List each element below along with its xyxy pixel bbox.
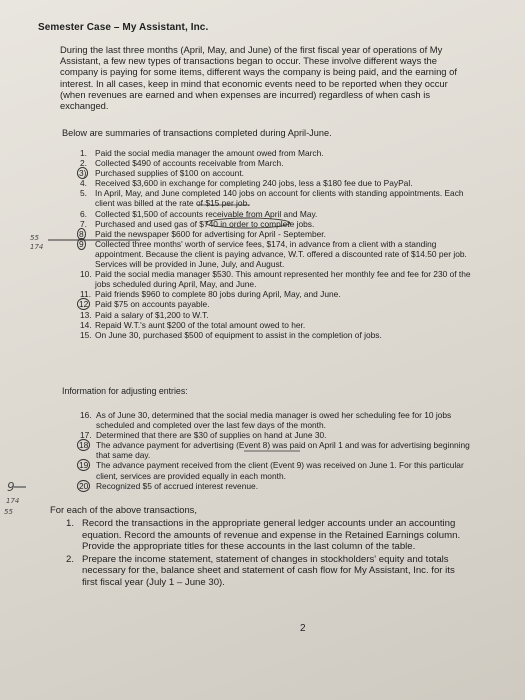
item-text: Repaid W.T.'s aunt $200 of the total amount owed to her. [95,319,306,330]
list-item [80,460,480,480]
adjusting-entries-label: Information for adjusting entries: [62,386,188,396]
item-number: 4. [80,178,87,189]
list-item [80,440,480,460]
item-text: Collected $490 of accounts receivable from March. [95,158,284,169]
adjustment-list [80,410,480,491]
item-text: Purchased supplies of $100 on account. [95,168,244,179]
list-item [80,310,485,320]
list-item [80,178,485,188]
item-number: 12 [79,299,89,310]
item-number: 15. [80,329,92,340]
item-text: Paid friends $960 to complete 80 jobs during April, May, and June. [95,289,341,300]
item-number: 17. [80,430,92,441]
item-number: 5. [80,188,87,199]
item-number: 2. [80,158,87,169]
list-item [80,320,485,330]
list-item [62,554,472,589]
item-text: On June 30, purchased $500 of equipment to assist in the completion of jobs. [95,329,382,340]
item-number: 1. [80,148,87,158]
item-number: 20 [79,480,89,491]
item-number: 7. [80,218,87,229]
list-item [62,518,472,553]
handwritten-note: 55 [30,234,39,242]
item-text: Prepare the income statement, statement of changes in stockholders' equity and totals necessary for the, balance sheet and statement of cash flow for My Assistant, Inc. for its first fiscal year (July 1 – June 30). [82,553,455,588]
item-number: 6. [80,208,87,219]
item-number: 9 [79,238,84,249]
list-item [80,299,485,309]
item-text: Collected $1,500 of accounts receivable from April and May. [95,208,318,219]
handwritten-note: 9 [7,480,15,494]
instructions-list [62,518,472,590]
item-text: In April, May, and June completed 140 jobs on account for clients with standing appointments. Each client was billed at the rate of $15 per job. [95,188,464,209]
item-text: Determined that there are $30 of supplies on hand at June 30. [96,430,327,441]
item-text: Paid the newspaper $600 for advertising for April - September. [95,228,326,239]
item-number: 11. [80,289,92,300]
list-item [80,229,485,239]
item-text: Paid the social media manager the amount owed from March. [95,148,324,158]
list-item [80,148,485,158]
list-item [80,209,485,219]
item-text: Paid $75 on accounts payable. [95,299,210,310]
transaction-list [80,148,485,340]
item-number: 14. [80,319,92,330]
item-text: Paid a salary of $1,200 to W.T. [95,309,209,320]
list-item [80,330,485,340]
handwritten-note: 174 [6,497,20,505]
handwritten-note: 174 [30,243,44,251]
list-item [80,239,485,269]
list-item [80,269,485,289]
intro-paragraph: During the last three months (April, May, and June) of the first fiscal year of operations of My Assistant, a few new types of transactions began to occur. These involve different ways the company is paying for some items, different ways the company is being paid, and the earning of interest. In all cases, keep in mind that economic events need to be reported when they occur (when revenues are earned and when expenses are incurred) regardless of when cash is exchanged. [60,44,457,112]
list-item [80,168,485,178]
item-text: Purchased and used gas of $740 in order to complete jobs. [95,218,315,229]
instructions-label: For each of the above transactions, [50,504,197,515]
item-number: 10. [80,269,92,280]
item-text: Recognized $5 of accrued interest revenue. [96,480,259,491]
item-number: 8 [79,228,84,239]
page-number: 2 [300,623,306,634]
item-number: 2. [66,553,75,565]
list-item [80,481,480,491]
item-text: Received $3,600 in exchange for completing 240 jobs, less a $180 fee due to PayPal. [95,178,413,189]
list-item [80,219,485,229]
item-text: Paid the social media manager $530. This amount represented her monthly fee and fee for 230 of the jobs scheduled during April, May, and June. [95,269,471,290]
item-number: 1. [66,518,75,529]
list-item [80,188,485,208]
item-text: Collected three months' worth of service fees, $174, in advance from a client with a standing appointment. Because the client is paying advance, W.T. offered a discounted rate of $14.50 per job. Services will be provided in June, July, and August. [95,238,467,270]
item-number: 18 [79,440,89,451]
item-text: The advance payment for advertising (Event 8) was paid on April 1 and was for advertising beginning that same day. [96,440,470,461]
list-item [80,289,485,299]
item-number: 13. [80,309,92,320]
list-item [80,158,485,168]
item-text: The advance payment received from the client (Event 9) was received on June 1. For this particular client, services are provided equally in each month. [96,460,464,481]
handwritten-note: 55 [4,508,13,516]
item-text: As of June 30, determined that the social media manager is owed her scheduling fee for 10 jobs scheduled and completed over the last few days of the month. [96,410,452,431]
case-title: Semester Case – My Assistant, Inc. [38,22,209,33]
item-text: Record the transactions in the appropriate general ledger accounts under an accounting equation. Record the amounts of revenue and expense in the Retained Earnings column. Provide the appropriate titles for these accounts in the last column of the table. [82,518,461,553]
summary-label: Below are summaries of transactions completed during April-June. [62,128,332,138]
item-number: 19 [79,460,89,471]
list-item [80,430,480,440]
list-item [80,410,480,430]
item-number: 3) [79,168,87,179]
item-number: 16. [80,410,92,420]
